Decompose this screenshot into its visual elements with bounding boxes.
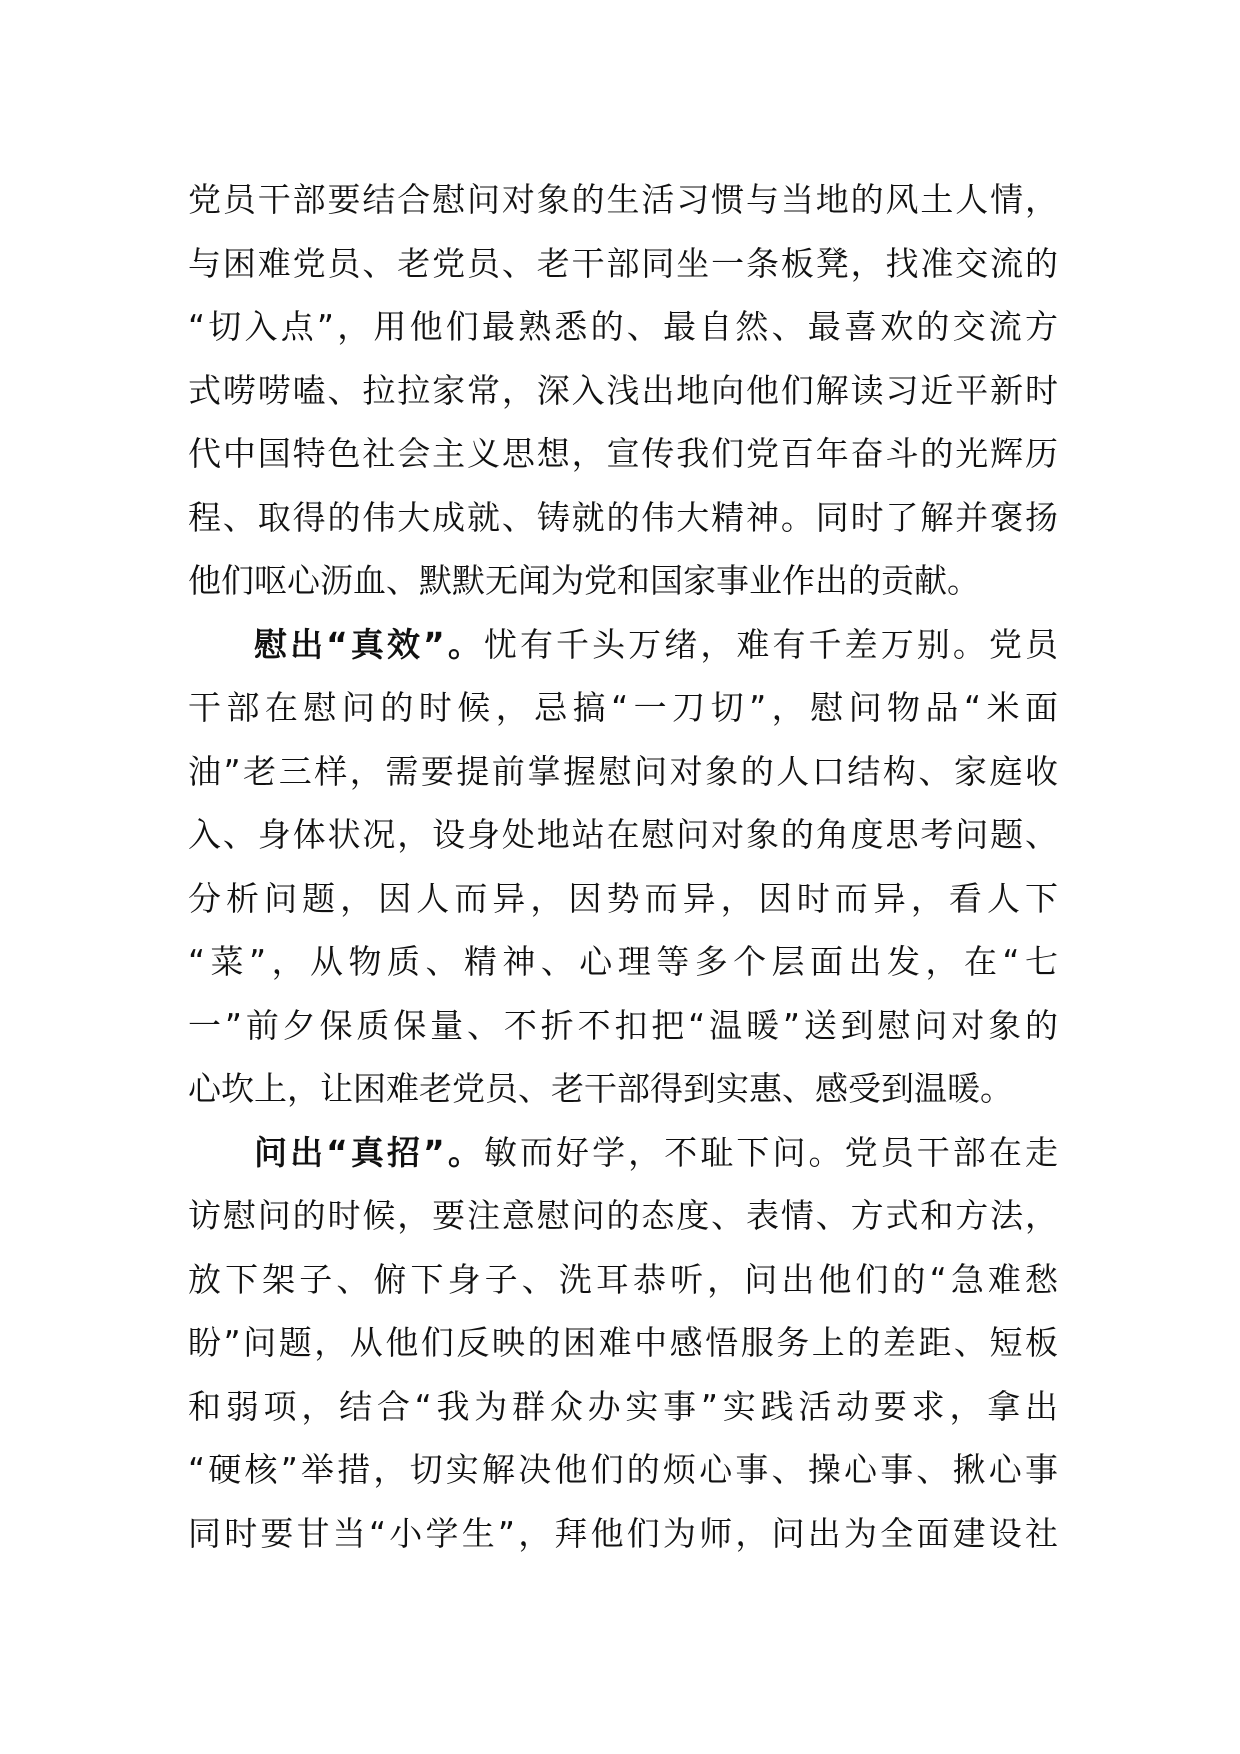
paragraph-first-line — [188, 613, 1058, 677]
paragraph-2 — [188, 613, 1058, 1121]
paragraph-first-line-text: 忧有千头万绪，难有千差万别。党员 — [483, 624, 1058, 664]
text-line: “切入点”，用他们最熟悉的、最自然、最喜欢的交流方 — [188, 307, 1058, 346]
text-line: 一”前夕保质保量、不折不扣把“温暖”送到慰问对象的 — [188, 1005, 1058, 1045]
text-line: 同时要甘当“小学生”，拜他们为师，问出为全面建设社 — [188, 1513, 1058, 1553]
text-line: “菜”，从物质、精神、心理等多个层面出发，在“七 — [188, 942, 1058, 981]
text-line: 代中国特色社会主义思想，宣传我们党百年奋斗的光辉历 — [188, 434, 1058, 473]
text-line: 程、取得的伟大成就、铸就的伟大精神。同时了解并褒扬 — [188, 497, 1058, 537]
body-text — [188, 168, 1058, 1565]
paragraph-first-line — [188, 1121, 1058, 1185]
paragraph-lead-heading: 问出“真招”。 — [254, 1132, 484, 1172]
text-line: 心坎上，让困难老党员、老干部得到实惠、感受到温暖。 — [188, 1069, 1013, 1108]
text-line: 他们呕心沥血、默默无闻为党和国家事业作出的贡献。 — [188, 561, 980, 600]
text-line: 与困难党员、老党员、老干部同坐一条板凳，找准交流的 — [188, 243, 1058, 283]
text-line: 访慰问的时候，要注意慰问的态度、表情、方式和方法， — [188, 1196, 1058, 1235]
text-line: 入、身体状况，设身处地站在慰问对象的角度思考问题、 — [188, 815, 1058, 854]
text-line: 式唠唠嗑、拉拉家常，深入浅出地向他们解读习近平新时 — [188, 370, 1058, 410]
text-line: 油”老三样，需要提前掌握慰问对象的人口结构、家庭收 — [188, 751, 1058, 791]
paragraph-lead-heading: 慰出“真效”。 — [254, 624, 484, 664]
text-line: 和弱项，结合“我为群众办实事”实践活动要求，拿出 — [188, 1386, 1058, 1426]
paragraph-1 — [188, 168, 1058, 613]
text-line: 盼”问题，从他们反映的困难中感悟服务上的差距、短板 — [188, 1323, 1058, 1362]
text-line: “硬核”举措，切实解决他们的烦心事、操心事、揪心事 — [188, 1450, 1058, 1489]
paragraph-3 — [188, 1121, 1058, 1566]
paragraph-first-line-text: 敏而好学，不耻下问。党员干部在走 — [483, 1132, 1058, 1172]
text-line: 党员干部要结合慰问对象的生活习惯与当地的风土人情， — [188, 180, 1058, 219]
text-line: 分析问题，因人而异，因势而异，因时而异，看人下 — [188, 878, 1058, 918]
text-line: 干部在慰问的时候，忌搞“一刀切”，慰问物品“米面 — [188, 688, 1058, 727]
text-line: 放下架子、俯下身子、洗耳恭听，问出他们的“急难愁 — [188, 1259, 1058, 1299]
